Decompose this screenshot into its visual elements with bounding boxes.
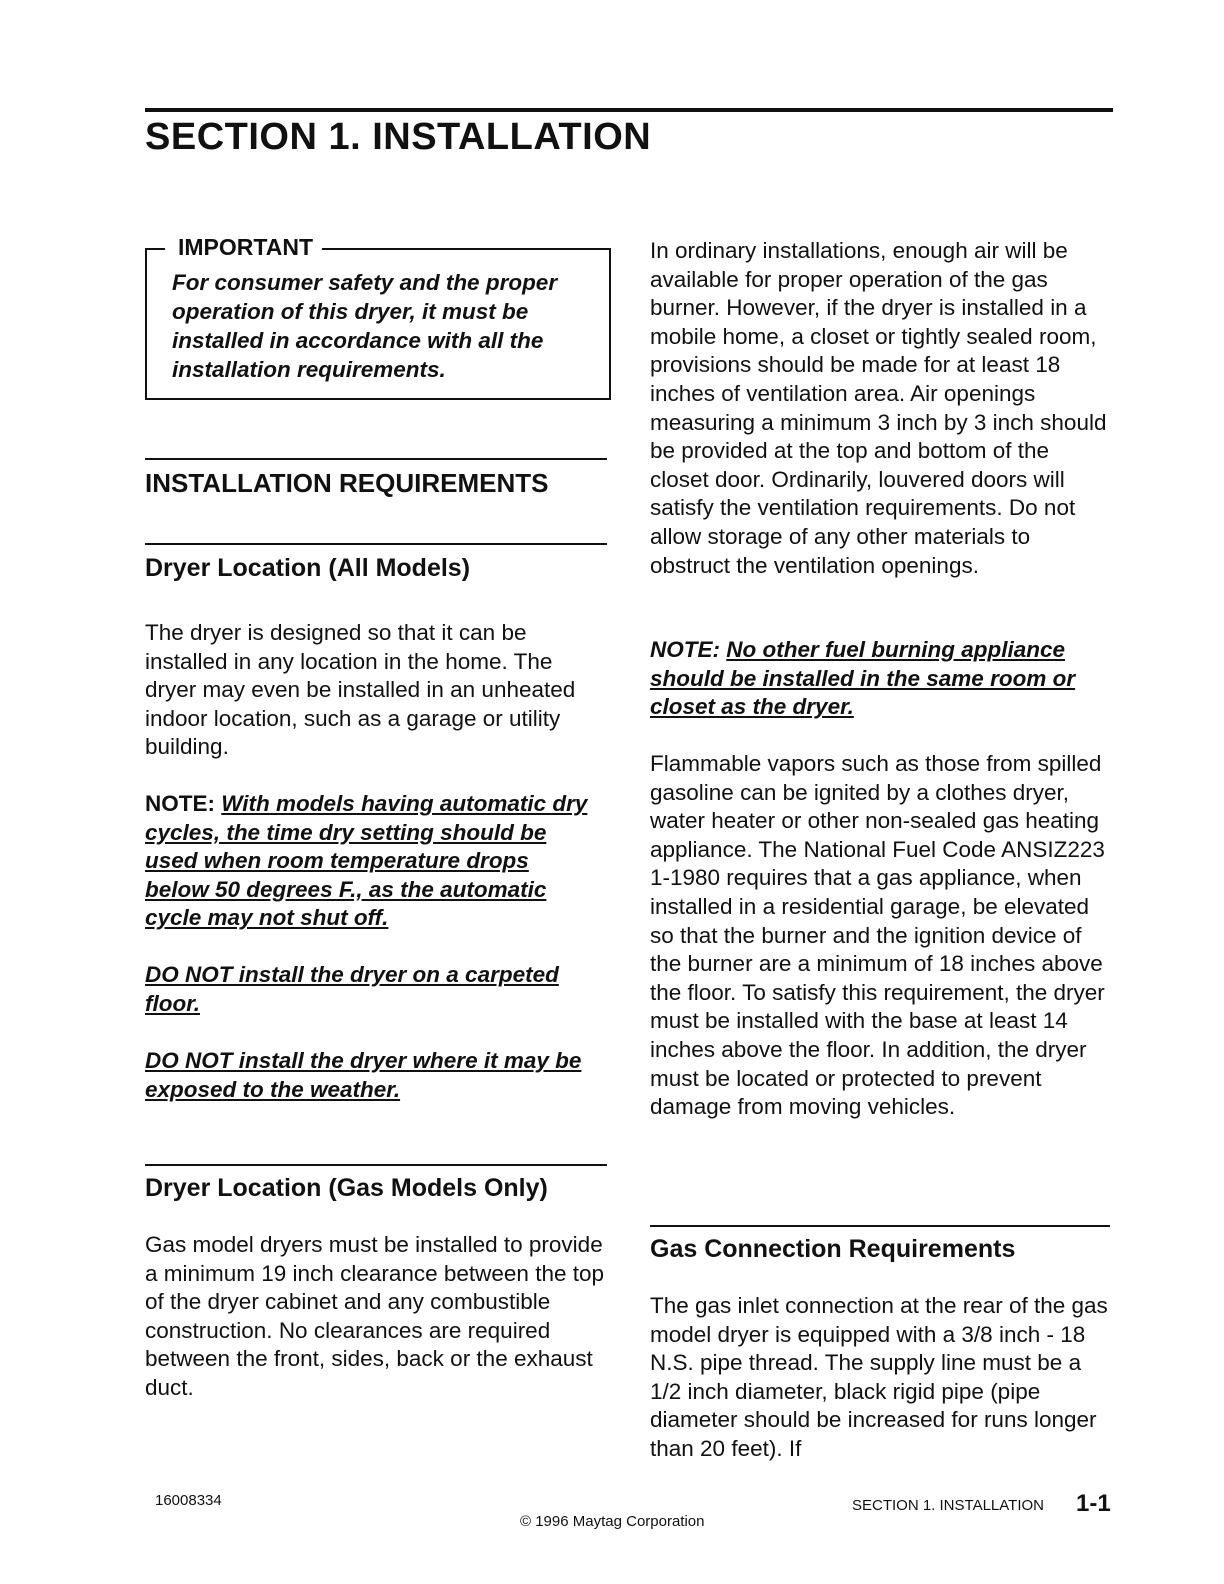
warning-weather-text: DO NOT install the dryer where it may be exposed to the weather. <box>145 1048 582 1102</box>
important-box-top-left-rule <box>145 248 165 250</box>
warning-weather <box>145 1047 595 1104</box>
document-number: 16008334 <box>155 1492 222 1509</box>
footer-section-label: SECTION 1. INSTALLATION <box>852 1497 1044 1514</box>
gas-connection-rule <box>650 1225 1110 1227</box>
warning-carpeted-floor-text: DO NOT install the dryer on a carpeted floor. <box>145 962 559 1016</box>
dryer-location-gas-heading: Dryer Location (Gas Models Only) <box>145 1174 548 1202</box>
installation-requirements-heading: INSTALLATION REQUIREMENTS <box>145 468 549 498</box>
location-gas-rule <box>145 1164 607 1166</box>
copyright: © 1996 Maytag Corporation <box>520 1513 705 1530</box>
gas-connection-heading: Gas Connection Requirements <box>650 1235 1016 1263</box>
page-number: 1-1 <box>1076 1490 1111 1517</box>
dryer-location-gas-text: Gas model dryers must be installed to provide a minimum 19 inch clearance between the top of the dryer cabinet and any combustible construction. No clearances are required between the front, sides, back or the exhaust duct. <box>145 1232 605 1400</box>
note-prefix: NOTE: <box>145 791 215 816</box>
warning-carpeted-floor <box>145 961 595 1018</box>
flammable-vapors-text: Flammable vapors such as those from spilled gasoline can be ignited by a clothes dryer, water heater or other non-sealed gas heating appliance. The National Fuel Code ANSIZ223 1-1980 requires that a gas appliance, when installed in a residential garage, be elevated so that the burner and the ignition device of the burner are a minimum of 18 inches above the floor. To satisfy this requirement, the dryer must be installed with the base at least 14 inches above the floor. In addition, the dryer must be located or protected to prevent damage from moving vehicles. <box>650 751 1105 1120</box>
important-text: For consumer safety and the proper operation of this dryer, it must be installed in accordance with all the installation requirements. <box>172 270 558 382</box>
note-automatic-dry <box>145 790 595 933</box>
ventilation-text: In ordinary installations, enough air will be available for proper operation of the gas burner. However, if the dryer is installed in a mobile home, a closet or tightly sealed room, provisions should be made for at least 18 inches of ventilation area. Air openings measuring a minimum 3 inch by 3 inch should be provided at the top and bottom of the closet door. Ordinarily, louvered doors will satisfy the ventilation requirements. Do not allow storage of any other materials to obstruct the ventilation openings. <box>650 238 1107 578</box>
note-no-other-fuel-text: No other fuel burning appliance should be installed in the same room or closet as the dryer. <box>650 637 1076 720</box>
top-rule <box>145 108 1113 112</box>
location-all-rule <box>145 543 607 545</box>
note-no-other-fuel <box>650 636 1102 722</box>
important-label: IMPORTANT <box>178 234 314 260</box>
note-no-other-fuel-prefix: NOTE: <box>650 637 720 662</box>
page-title: SECTION 1. INSTALLATION <box>145 116 652 158</box>
note-automatic-dry-text: With models having automatic dry cycles, the time dry setting should be used when room temperature drops below 50 degrees F., as the automatic cycle may not shut off. <box>145 791 588 931</box>
dryer-location-all-heading: Dryer Location (All Models) <box>145 554 471 582</box>
important-box-top-right-rule <box>322 248 609 250</box>
requirements-rule <box>145 458 607 460</box>
dryer-location-all-text: The dryer is designed so that it can be installed in any location in the home. The dryer may even be installed in an unheated indoor location, such as a garage or utility building. <box>145 620 576 760</box>
gas-connection-text: The gas inlet connection at the rear of the gas model dryer is equipped with a 3/8 inch - 18 N.S. pipe thread. The supply line must be a 1/2 inch diameter, black rigid pipe (pipe diameter should be increased for runs longer than 20 feet). If <box>650 1293 1108 1461</box>
